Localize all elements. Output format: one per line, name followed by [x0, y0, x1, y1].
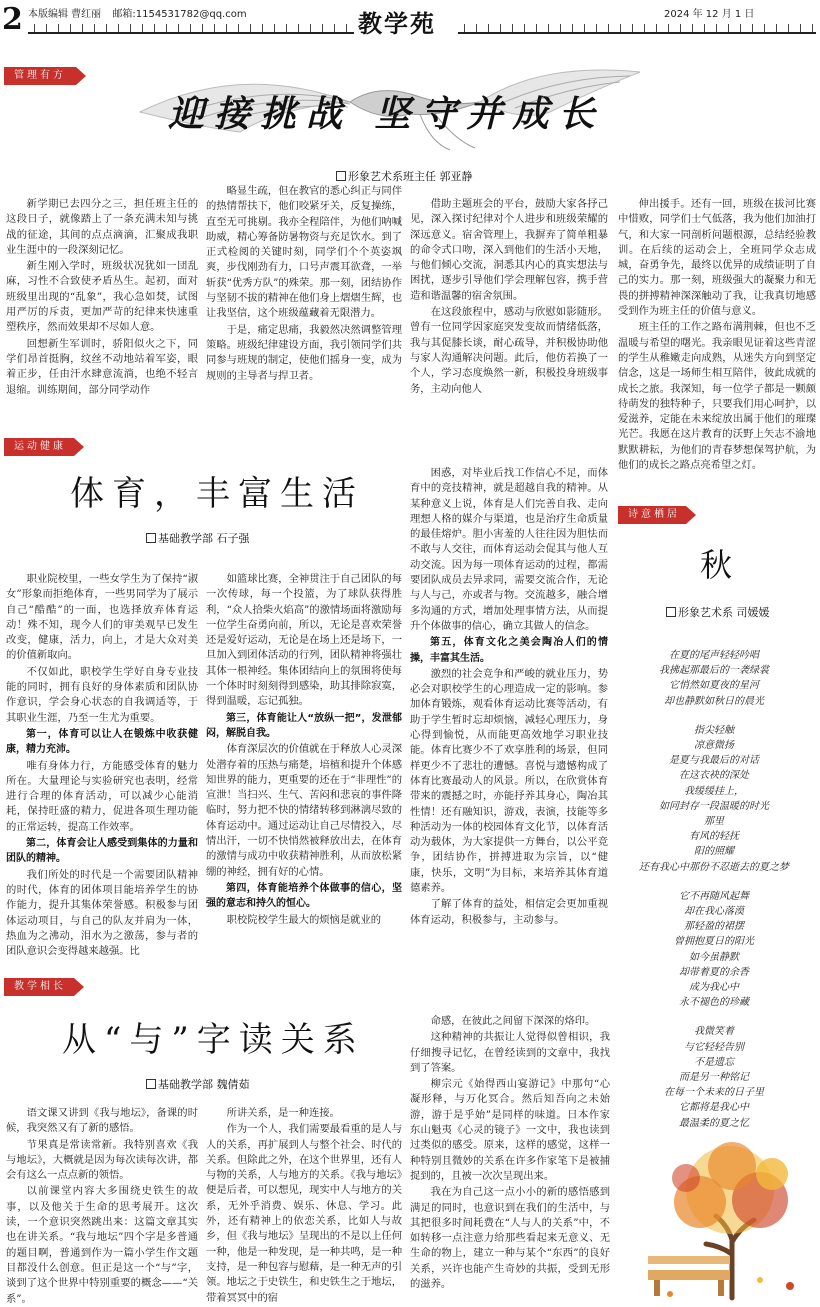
subheading: 第一，体育可以让人在锻炼中收获健康，精力充沛。 — [6, 728, 198, 756]
byline-management: 形象艺术系班主任 郭亚静 — [336, 168, 473, 184]
ruler-tick — [166, 24, 167, 32]
ruler-tick — [178, 24, 179, 32]
ruler-tick — [190, 24, 191, 32]
poem-line: 不是遗忘 — [694, 1056, 734, 1068]
poem-line: 成为我心中 — [689, 982, 739, 994]
paragraph: 借助主题班会的平台，鼓励大家各抒己见，深入探讨纪律对个人进步和班级荣耀的深远意义。宿舍管理上，我摒弃了简单粗暴的命令式口吻，深入到他们的生活小天地，与他们倾心交流，洞悉其内心的真实想法与困扰，逐步引导他们学会理解包容，携手营造和谐温馨的宿舍氛围。 — [410, 198, 608, 302]
paragraph: 回想新生军训时，骄阳似火之下，同学们昂首挺胸，纹丝不动地站着军姿，眼着正步，任由汗水肆意流淌，也绝不轻言退缩。训练期间，部分同学动作 — [6, 337, 198, 396]
poem-line: 有风的轻抚 — [689, 831, 739, 843]
ruler-tick — [620, 24, 621, 32]
poem-line: 却在我心落漠 — [684, 906, 744, 918]
ruler-tick — [82, 24, 83, 32]
poem-line: 曾拥抱夏日的阳光 — [674, 936, 754, 948]
section-tag-teaching: 教学相长 — [4, 978, 74, 996]
ruler-tick — [812, 24, 813, 32]
ruler-tick — [668, 24, 669, 32]
ruler-tick — [752, 24, 753, 32]
poem-line: 那里 — [704, 816, 724, 828]
poem-line: 阳的照耀 — [694, 846, 734, 858]
ruler-tick — [608, 24, 609, 32]
paragraph: 困惑，对毕业后找工作信心不足，而体育中的竞技精神，就是超越自我的精神。从某种意义上说，体育是人们完善自我、走向理想人格的媒介与渠道，也是治疗生命质量的最佳熔炉。胆小害羞的人往往因为胆怯而不敢与人交往，而体育运动会促其与他人互动交流。因为每一项体育运动的过程，都需要团队成员去异求同，需要交流合作，无论与人与己，亦或者与物。交流越多，融合增多沟通的方式，增加处理事情方法，从而提升个体做事的信心，确立其做人的信念。 — [410, 467, 608, 632]
poem-stanza — [614, 723, 814, 875]
paragraph: 了解了体育的益处，相信定会更加重视体育运动，积极参与，主动参与。 — [410, 898, 608, 926]
article-sports-col-1 — [6, 572, 198, 964]
section-tag-sports: 运动健康 — [4, 438, 74, 456]
ruler-tick — [106, 24, 107, 32]
ruler-tick — [346, 24, 347, 32]
ruler-tick — [46, 24, 47, 32]
poem-line: 我微笑着 — [694, 1026, 734, 1038]
ruler-tick — [70, 24, 71, 32]
subheading: 第二，体育会让人感受到集体的力量和团队的精神。 — [6, 838, 198, 865]
ruler-tick — [334, 24, 335, 32]
ruler-tick — [214, 24, 215, 32]
section-title: 教学苑 — [358, 10, 436, 38]
ruler-tick — [584, 24, 585, 32]
ruler-tick — [800, 24, 801, 32]
ruler-left — [28, 24, 354, 34]
section-tag-poetry: 诗意栖居 — [618, 506, 686, 524]
ruler-tick — [130, 24, 131, 32]
paragraph: 不仅如此，职校学生学好自身专业技能的同时，拥有良好的身体素质和团队协作意识，学会身心状态的自我调适等，于其职业生涯，乃至一生尤为重要。 — [6, 665, 198, 724]
poem-stanza — [614, 889, 814, 1011]
email-label: 邮箱:1154531782@qq.com — [112, 9, 247, 20]
ruler-tick — [286, 24, 287, 32]
poem-line: 是夏与我最后的对话 — [669, 755, 759, 767]
subheading: 第五，体育文化之美会陶冶人们的情操，丰富其生活。 — [410, 637, 608, 664]
editor-label: 本版编辑 曹红丽 — [28, 9, 102, 20]
paragraph: 节果真是常读常新。我特别喜欢《我与地坛》，大概就是因为每次读每次讲，都会有这么一点点新的领悟。 — [6, 1138, 198, 1182]
headline-sports: 体育，丰富生活 — [70, 474, 364, 514]
poem-line: 它悄然如夏夜的星河 — [669, 680, 759, 692]
article-management-col-1 — [6, 197, 198, 455]
poem-line: 与它轻轻告别 — [684, 1041, 744, 1053]
paragraph: 新学期已去四分之三，担任班主任的这段日子，就像踏上了一条充满未知与挑战的征途，其间的点点滴滴，汇聚成我职业生涯中的一段深刻记忆。 — [6, 198, 198, 256]
poem-line: 在这衣袂的深处 — [679, 770, 749, 782]
poem-line: 它不再随风起舞 — [679, 890, 749, 902]
ruler-tick — [776, 24, 777, 32]
ruler-tick — [728, 24, 729, 32]
ruler-tick — [226, 24, 227, 32]
paragraph: 职业院校里，一些女学生为了保持“淑女”形象而拒绝体育，一些男同学为了展示自己“酷酷”的一面，也选择放弃体育运动！殊不知，现今人们的审美观早已发生改变，健康，活力，向上，才是大众对美的价值新取向。 — [6, 573, 198, 662]
ruler-right — [458, 24, 816, 34]
subheading: 第四，体育能培养个体做事的信心，坚强的意志和持久的恒心。 — [206, 882, 402, 910]
ruler-tick — [154, 24, 155, 32]
ruler-tick — [238, 24, 239, 32]
paragraph: 语文课又讲到《我与地坛》，备课的时候，我突然又有了新的感悟。 — [6, 1107, 198, 1135]
article-sports-col-2 — [206, 572, 402, 964]
autumn-tree-illustration — [640, 1130, 820, 1298]
paragraph: 唯有身体力行，方能感受体育的魅力所在。大量理论与实验研究也表明，经常进行合理的体育活动，可以减少心能消耗，保持旺盛的精力，促进各项生理功能的正常运转，提高工作效率。 — [6, 759, 198, 833]
poem-stanza — [614, 648, 814, 709]
paragraph: 以前课堂内容大多围绕史铁生的故事，以及他关于生命的思考展开。这次读，一个意识突然跳出来：这篇文章其实也在讲关系。“我与地坛”四个字是多普通的题目啊，普通到作为一篇小学生作文题目都没什么创意。但正是这一个“与”字，谈到了这个世界中特别重要的概念——“关系”。 — [6, 1185, 198, 1305]
paragraph: 略显生疏，但在教官的悉心纠正与同伴的热情帮扶下，他们咬紧牙关，反复操练，直至无可挑剔。我亦全程陪伴，为他们呐喊助威，精心筹备防暑物资与充足饮水。到了正式检阅的关键时刻，同学们个个英姿飒爽，步伐刚劲有力，口号声震耳欲聋，一举斩获“优秀方队”的殊荣。那一刻，团结协作与坚韧不拔的精神在他们身上熠熠生辉，也让我坚信，这个班级蕴藏着无限潜力。 — [206, 185, 402, 320]
ruler-tick — [716, 24, 717, 32]
subheading: 第三，体育能让人“放纵一把”，发泄郁闷，解脱自我。 — [206, 712, 402, 739]
ruler-tick — [488, 24, 489, 32]
paragraph: 作为一个人，我们需要最看重的是人与人的关系，再扩展到人与整个社会、时代的关系。但除此之外，在这个世界里，还有人与物的关系，人与地方的关系。《我与地坛》便是后者，可以想见，现实中人与地方的关系，无外乎消费、娱乐、休息、学习。此外，还有精神上的依恋关系，比如人与故乡，但《我与地坛》呈现出的不是以上任何一种，他是一种发现，是一种共鸣，是一种支持，是一种包容与慰藉，是一种无声的引领。地坛之于史铁生，和史铁生之于地坛，带着冥冥中的宿 — [206, 1123, 402, 1304]
poem-title: 秋 — [700, 546, 733, 584]
paragraph: 新生刚入学时，班级状况犹如一団乱麻，习性不合致使矛盾丛生。起初，面对班级里出现的“乱象”，我心急如焚，试图用严厉的斥责，更加严苛的纪律来快速重塑秩序，然而效果却不尽如人意。 — [6, 260, 198, 334]
paragraph: 我们所处的时代是一个需要团队精神的时代，体育的团体项目能培养学生的协作能力，提升其集体荣誉感。积极参与团体运动项目，与自己的队友并肩为一体，热血为之沸动，泪水为之激荡，参与者的团队意识会变得越来越强。比 — [6, 868, 198, 958]
poem-line: 最温柔的夏之忆 — [679, 1117, 749, 1129]
poem-line: 凉意微扬 — [694, 740, 734, 752]
byline-sports: 基础教学部 石子强 — [146, 530, 250, 546]
poem-line: 我拂起那最后的一袭绿裳 — [659, 665, 769, 677]
paragraph: 柳宗元《始得西山宴游记》中那句“心凝形释，与万化冥合。然后知吾向之未始游，游于是乎始”是同样的味道。日本作家东山魁夷《心灵的镜子》一文中，我也读到过类似的感受。原来，这样的感觉，这样一种特别且微妙的关系在许多作家笔下是被捕捉到的，且被一次次呈现出来。 — [410, 1078, 610, 1182]
paragraph: 所讲关系，是一种连接。 — [226, 1107, 340, 1119]
ruler-tick — [632, 24, 633, 32]
ruler-tick — [656, 24, 657, 32]
paragraph: 体育深层次的价值就在于释放人心灵深处潜存着的压热与痛楚，培植和提升个体感知世界的能力，更重要的还在于“非理性”的宣泄！当扫兴、生气、苦闷和悲哀的事件降临时，努力把不快的情绪转移到淋漓尽致的体育运动中。通过运动让自己尽情投入，尽情出汗，一切不快悄然被释放出去，在体育的激情与成功中收获精神胜利，从而放松紧绷的神经，拥有好的心情。 — [206, 743, 402, 878]
paragraph: 激烈的社会竞争和严峻的就业压力，势必会对职校学生的心理造成一定的影响。参加体育锻炼，观看体育运动比赛等活动，有助于学生暂时忘却烦恼，减轻心理压力，身心得到愉悦，从而能更高效地学习职业技能。体育比赛少不了欢享胜利的场景，但同样更少不了悲壮的遭憾。喜悦与遗憾构成了体育比赛最动人的风景。所以，在欣赏体育带来的震撼之时，亦能抒养其身心，陶冶其性情！还有融知识，游戏，表演，技能等多种活动为一体的校园体育文化节，以体育活动为载体，为大家提供一方舞台，以公平竞争，团结协作，拼搏进取为宗旨，以“健康，快乐，文明”为目标，来培养其体育道德素养。 — [410, 667, 608, 895]
paragraph: 如篮球比赛，全神贯注于自己团队的每一次传球，每一个投篮，为了球队获得胜利，“众人拾柴火焰高”的激情场面将激励每一位学生奋勇向前，所以，无论是喜欢荣誉还是爱好运动，无论是在场上还是场下，一旦加入到团体活动的行列，团队精神将强壮其体一根神经。集体团结向上的氛围将使每一个体时时刻刻得到感染，助其排除寂寞，得到温暖，忘记孤独。 — [206, 573, 402, 708]
ruler-tick — [118, 24, 119, 32]
ruler-tick — [262, 24, 263, 32]
paragraph: 班主任的工作之路布满荆棘，但也不乏温暖与希望的曙光。我亲眼见证着这些青涩的学生从稚嫩走向成熟，从迷失方向到坚定信念，这是一场师生相互陪伴，彼此成就的成长之旅。我深知，每一位学子都是一颗颇待萌发的独特种子，只要我们用心呵护，以爱滋养，定能在未来绽放出属于他们的璀璨光芒。我愿在这片教育的沃野上矢志不渝地默默耕耘，为他们的青春梦想保驾护航，为他们的成长之路点亮希望之灯。 — [618, 321, 816, 472]
issue-date: 2024 年 12 月 1 日 — [664, 9, 755, 20]
paragraph: 于是，痛定思痛，我毅然决然调整管理策略。班级纪律建设方面，我引领同学们共同参与班规的制定，使他们摇身一变，成为规则的主导者与捍卫者。 — [206, 323, 402, 382]
paragraph: 职校院校学生最大的烦恼是就业的 — [226, 913, 382, 926]
ruler-tick — [596, 24, 597, 32]
poem-line: 却也静默如秋日的晨光 — [664, 695, 764, 707]
poem-line: 它都将是我心中 — [679, 1102, 749, 1114]
ruler-tick — [202, 24, 203, 32]
ruler-tick — [322, 24, 323, 32]
poem-line: 如今虽静默 — [689, 951, 739, 963]
poem-line: 那轻盈的裙摆 — [684, 921, 744, 933]
ruler-tick — [524, 24, 525, 32]
article-management-col-2 — [206, 184, 402, 455]
headline-management: 迎接挑战 坚守并成长 — [168, 93, 605, 135]
byline-poetry: 形象艺术系 司媛媛 — [666, 604, 770, 620]
masthead — [0, 0, 820, 40]
ruler-tick — [740, 24, 741, 32]
poem-line: 指尖轻触 — [694, 724, 734, 736]
paragraph: 命感，在彼此之间留下深深的烙印。 — [430, 1015, 596, 1027]
ruler-tick — [464, 24, 465, 32]
article-teaching-col-1 — [6, 1106, 198, 1305]
headline-teaching: 从“与”字读关系 — [62, 1020, 365, 1060]
ruler-tick — [692, 24, 693, 32]
ruler-tick — [680, 24, 681, 32]
article-sports-col-3 — [410, 466, 608, 964]
paragraph: 伸出援手。还有一回，班级在拔河比赛中惜败，同学们士气低落，我为他们加油打气，和大家一同剖析问题根源，总结经验教训。在后续的运动会上，全班同学众志成城，奋勇争先，最终以优异的成绩证明了自己的实力。那一刻，班级强大的凝聚力和无畏的拼搏精神深深触动了我，让我真切地感受到作为班主任的价值与意义。 — [618, 198, 816, 318]
article-management-col-3 — [410, 197, 608, 455]
poem-line: 却带着夏的余香 — [679, 966, 749, 978]
poem-line: 永不褪色的珍藏 — [679, 997, 749, 1009]
ruler-tick — [644, 24, 645, 32]
poem-line: 还有我心中那份不忍逝去的夏之梦 — [639, 861, 789, 873]
ruler-tick — [512, 24, 513, 32]
ruler-tick — [536, 24, 537, 32]
ruler-tick — [142, 24, 143, 32]
poem-body — [614, 648, 814, 1145]
poem-line: 在夏的尾声轻轻吟唱 — [669, 650, 759, 661]
editor-info — [28, 5, 255, 20]
poem-stanza — [614, 1024, 814, 1130]
ruler-tick — [298, 24, 299, 32]
ruler-tick — [704, 24, 705, 32]
ruler-tick — [274, 24, 275, 32]
ruler-tick — [788, 24, 789, 32]
paragraph: 在这段旅程中，感动与欣慰如影随形。曾有一位同学因家庭突发变故而情绪低落，我与其促膝长谈，耐心疏导，并积极协助他与家人沟通解决问题。此后，他仿若换了一个人，学习态度焕然一新，积极投身班级事务，主动向他人 — [410, 306, 608, 395]
paragraph: 这种精神的共振让人觉得似曾相识，我仔细搜寻记忆，在曾经读到的文章中，我找到了答案。 — [410, 1031, 610, 1074]
poem-line: 而是另一种铭记 — [679, 1072, 749, 1084]
ruler-tick — [476, 24, 477, 32]
paragraph: 我在为自己这一点小小的新的感悟感到满足的同时，也意识到在我们的生活中，与其把很多时间耗费在“人与人的关系”中，不如转移一点注意力给那些看起来无意义、无生命的物上，建立一种与某个“东西”的良好关系，兴许也能产生奇妙的共振，受到无形的滋养。 — [410, 1186, 610, 1291]
ruler-tick — [548, 24, 549, 32]
byline-teaching: 基础教学部 魏倩茹 — [146, 1076, 250, 1092]
poem-line: 如同封存一段温暖的时光 — [659, 800, 769, 812]
page-number: 2 — [2, 2, 23, 37]
ruler-tick — [58, 24, 59, 32]
article-teaching-col-2 — [206, 1106, 402, 1304]
article-management-col-4 — [618, 197, 816, 497]
section-tag-management: 管理有方 — [4, 67, 76, 85]
ruler-tick — [560, 24, 561, 32]
ruler-tick — [500, 24, 501, 32]
ruler-tick — [310, 24, 311, 32]
ruler-tick — [572, 24, 573, 32]
ruler-tick — [34, 24, 35, 32]
poem-line: 我缓缓挂上， — [684, 785, 744, 797]
article-teaching-col-3 — [410, 1014, 610, 1298]
ruler-tick — [250, 24, 251, 32]
poem-line: 在每一个未来的日子里 — [664, 1087, 764, 1099]
ruler-tick — [764, 24, 765, 32]
ruler-tick — [94, 24, 95, 32]
